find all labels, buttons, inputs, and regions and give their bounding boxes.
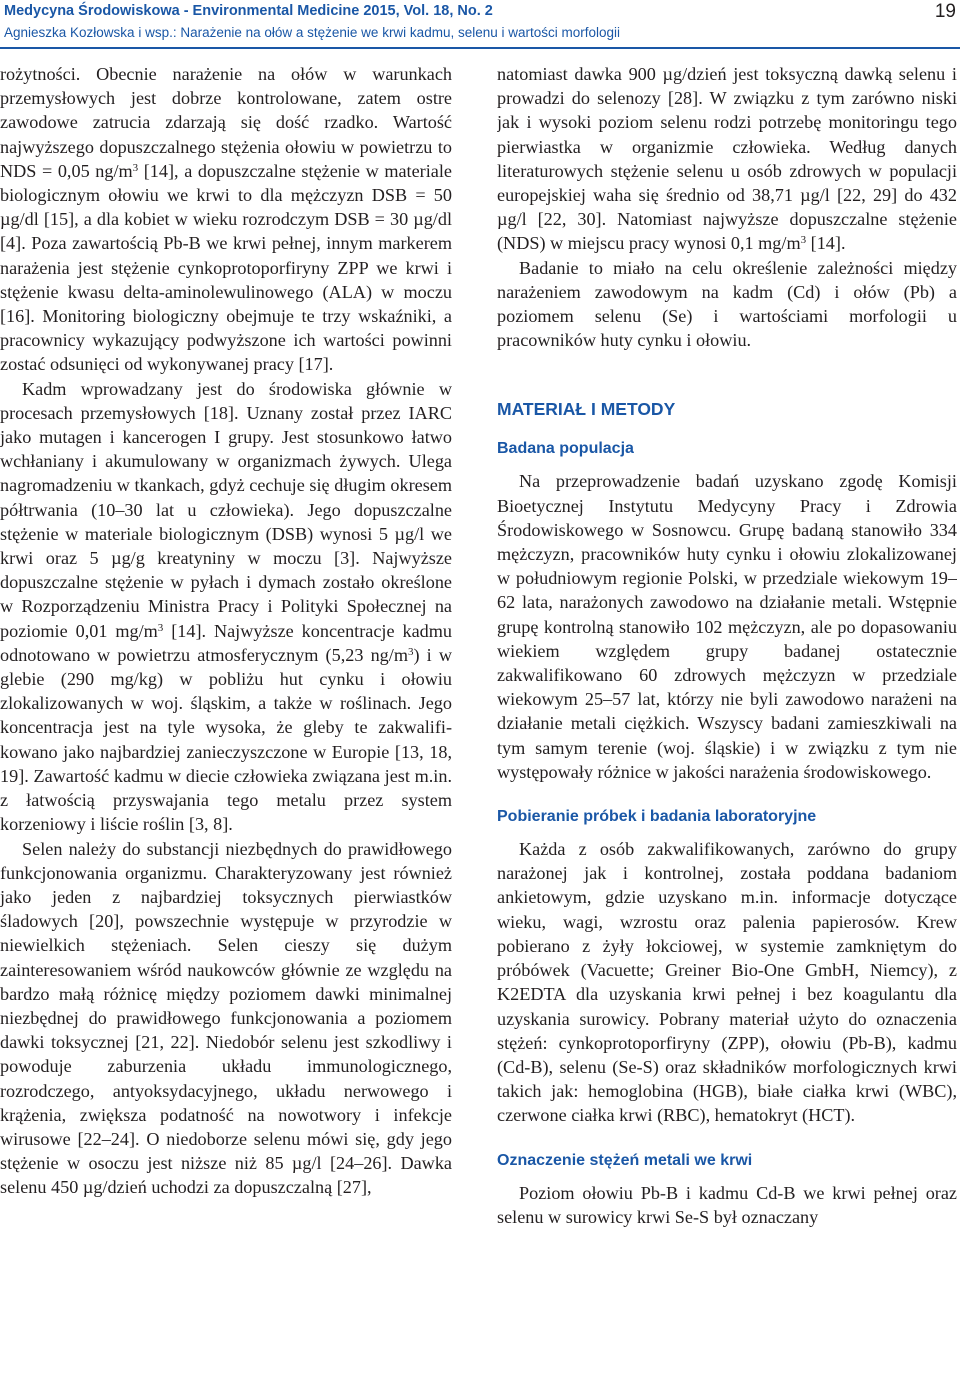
subheading-metals: Oznaczenie stężeń metali we krwi (497, 1151, 753, 1169)
header-rule (0, 47, 960, 49)
paragraph-cadmium: Kadm wprowadzany jest do środowiska głównie w procesach przemysłowych [18]. Uznany został przez IARC jako mutagen i kancerogen I grupy. Jest stosunkowo łatwo wchłaniany i akumulowany w organizmach żywych. Ulega nagromadzeniu w tkankach, gdyż cechuje się długim okresem półtrwania (10–30 lat u człowieka). Jego dopuszczalne stężenie w materiale biologicznym (DSB) wynosi 5 µg/l we krwi oraz 5 µg/g kreatyniny w moczu [3]. Najwyższe dopuszczalne stężenie w pyłach i dymach zostało określone w Rozporządzeniu Ministra Pracy i Polityki Społecznej na poziomie 0,01 $mg/m^3$ [14]. Najwyższe koncentracje kadmu odnotowano w powietrzu atmosferycznym (5,23 $ng/m^3$) i w glebie (290 mg/kg) w pobliżu hut cynku i ołowiu zlokalizowanych w woj. śląskim, a także w roślinach. Jego koncentracja jest na tyle wysoka, że gleby te zakwalifikowano jako najbardziej zanieczyszczone w Europie [13, 18, 19]. Zawartość kadmu w diecie człowieka związana jest m.in. z łatwością przyswajania tego metalu przez system korzeniowy i liście roślin [3, 8]. (0, 378, 452, 835)
subheading-population: Badana populacja (497, 440, 634, 458)
paragraph-population: Na przeprowadzenie badań uzyskano zgodę Komisji Bioetycznej Instytutu Medycyny Pracy i Zdrowia Środowiskowego w Sosnowcu. Grupę badaną stanowiło 334 mężczyzn, pracowników huty cynku i ołowiu zlokalizowanej w południowym regionie Polski, w przedziale wiekowym 19–62 lata, narażonych zawodowo na działanie metali. Wstępnie grupę kontrolną stanowiło 102 mężczyzn, ale po dopasowaniu wiekiem względem grupy badanej ostatecznie zakwalifikowano 60 zdrowych mężczyzn w przedziale wiekowym 25–57 lat, którzy nie byli zawodowo narażeni na działanie metali ciężkich. Wszyscy badani zamieszkiwali na tym samym terenie (woj. śląskie) i w związku z tym nie występowały różnice w jakości narażenia środowiskowego. (497, 471, 957, 782)
journal-title: Medycyna Środowiskowa - Environmental Medicine 2015, Vol. 18, No. 2 (4, 3, 493, 19)
running-title: Agnieszka Kozłowska i wsp.: Narażenie na ołów a stężenie we krwi kadmu, selenu i wartości morfologii (4, 25, 621, 40)
paragraph-sampling: Każda z osób zakwalifikowanych, zarówno do grupy narażonej jak i kontrolnej, została poddana badaniom ankietowym, gdzie uzyskano m.in. informacje dotyczące wieku, wagi, wzrostu oraz palenia papierosów. Krew pobierano z żyły łokciowej, w systemie zamkniętym do próbówek (Vacuette; Greiner Bio-One GmbH, Niemcy), z K2EDTA dla uzyskania krwi pełnej i bez koagulantu dla uzyskania surowicy. Pobrany materiał użyto do oznaczenia stężeń: cynkoprotoporfiryny (ZPP), ołowiu (Pb-B), kadmu (Cd-B), selenu (Se-S) oraz składników morfologicznych krwi takich jak: hemoglobina (HGB), białe ciałka krwi (WBC), czerwone ciałka krwi (RBC), hematokryt (HCT). (497, 839, 957, 1126)
running-header (0, 0, 960, 50)
paragraph-selenium-toxicity: natomiast dawka 900 µg/dzień jest toksyczną dawką selenu i prowadzi do selenozy [28]. W związku z tym zarówno niski jak i wysoki poziom selenu rodzi potrzebę monitoringu tego pierwiastka w organizmie człowieka. Według danych literaturowych stężenie selenu u osób zdrowych w populacji europejskiej waha się średnio od 38,71 µg/l [22, 29] do 432 µg/l [22, 30]. Natomiast najwyższe dopuszczalne stężenie (NDS) w miejscu pracy wynosi 0,1 $mg/m^3$ [14]. (497, 64, 957, 254)
paragraph-selenium: Selen należy do substancji niezbędnych do prawidłowego funkcjonowania organizmu. Charakteryzowany jest również jako jeden z najbardziej toksycznych pierwiastków śladowych [20], powszechnie występuje w przyrodzie w niewielkich stężeniach. Selen cieszy się dużym zainteresowaniem wśród naukowców głównie ze względu na bardzo małą różnicę między poziomem dawki minimalnej niezbędnej do prawidłowego funkcjonowania a poziomem dawki toksycznej [21, 22]. Niedobór selenu jest szkodliwy i powoduje zaburzenia układu immunologicznego, rozrodczego, antyoksydacyjnego, układu nerwowego i krążenia, zwiększa podatność na nowotwory i infekcje wirusowe [22–24]. O niedoborze selenu mówi się, gdy jego stężenie w osoczu jest niższe niż 85 µg/l [24–26]. Dawka selenu 450 µg/dzień uchodzi za dopuszczalną [27], (0, 838, 452, 1198)
paragraph-study-aim: Badanie to miało na celu określenie zależności między narażeniem zawodowym na kadm (Cd) i ołów (Pb) a poziomem selenu (Se) i wartościami morfologii u pracowników huty cynku i ołowiu. (497, 257, 957, 351)
page-number: 19 (934, 1, 956, 22)
subheading-sampling: Pobieranie próbek i badania laboratoryjne (497, 808, 817, 826)
left-column (0, 62, 452, 1397)
right-column (497, 62, 957, 1397)
paragraph-metals: Poziom ołowiu Pb-B i kadmu Cd-B we krwi pełnej oraz selenu w surowicy krwi Se-S był oznaczany (497, 1182, 957, 1227)
section-heading-methods: MATERIAŁ I METODY (497, 399, 676, 420)
paragraph-lead-exposure: rożytności. Obecnie narażenie na ołów w warunkach przemysłowych jest dobrze kontrolowane, zatem ostre zawodowe zatrucia zdarzają się dość rzadko. Wartość najwyższego dopuszczalnego stężenia ołowiu w powietrzu to NDS = 0,05 $ng/m^3$ [14], a dopuszczalne stężenie w materiale biologicznym ołowiu we krwi to dla mężczyzn DSB = 50 µg/dl [15], a dla kobiet w wieku rozrodczym DSB = 30 µg/dl [4]. Poza zawartością Pb-B we krwi pełnej, innym markerem narażenia jest stężenie cynkoprotoporfiryny ZPP we krwi i stężenie kwasu delta-aminolewulinowego (ALA) w moczu [16]. Monitoring biologiczny obejmuje te trzy wskaźniki, a pracownicy wykazujący podwyższone ich wartości powinni zostać odsunięci od wykonywanej pracy [17]. (0, 64, 452, 375)
